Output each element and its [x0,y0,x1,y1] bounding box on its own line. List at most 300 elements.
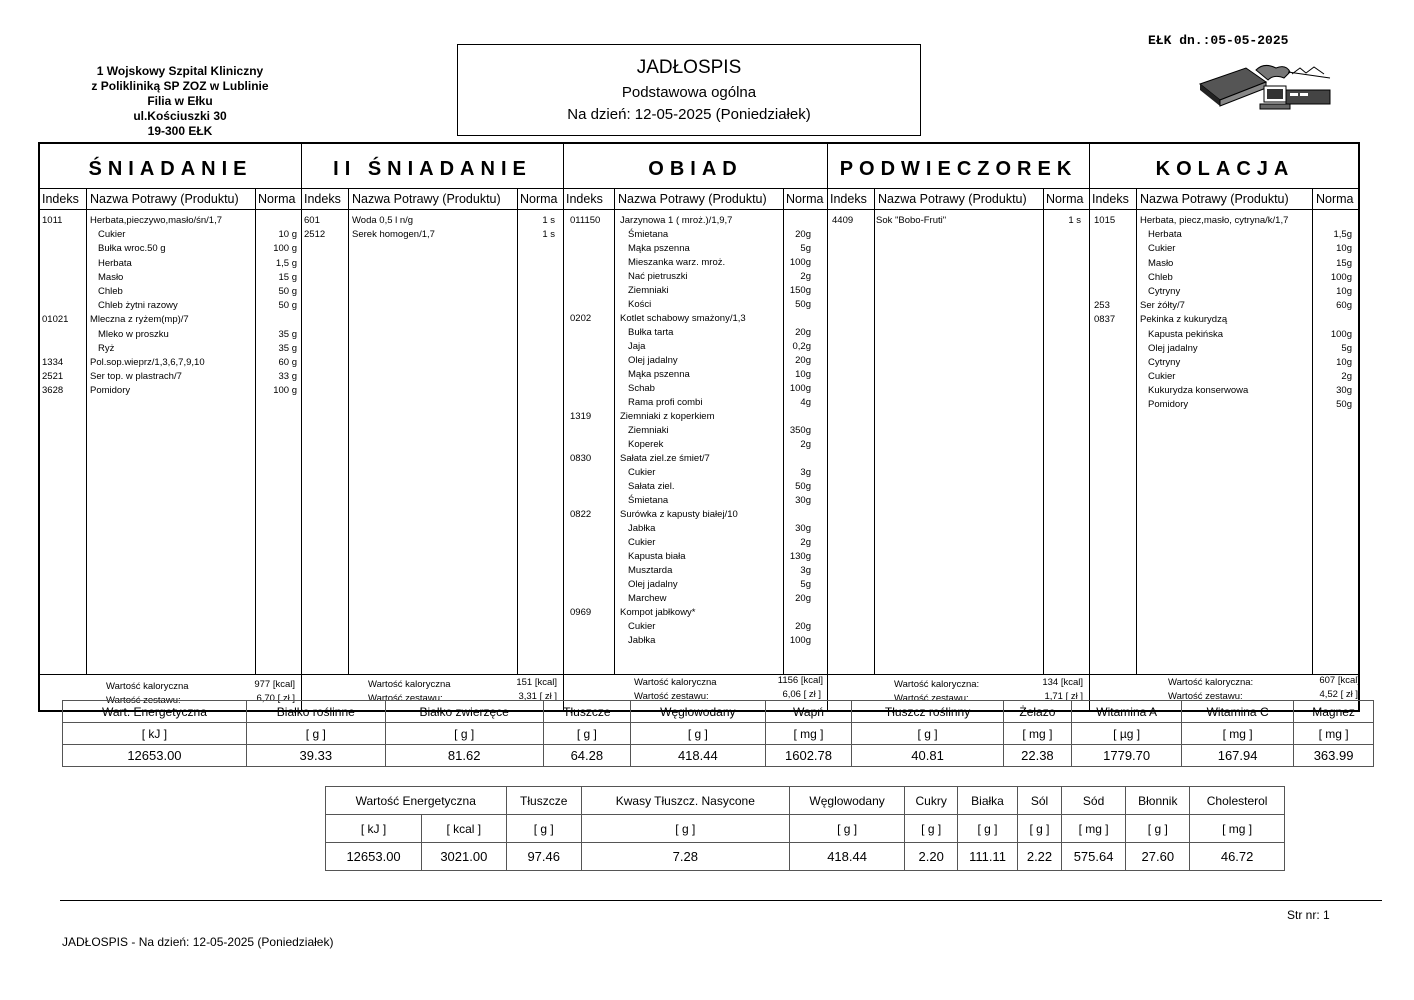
ingredient-name: Olej jadalny [628,355,678,366]
nutrient-unit: [ mg ] [1061,815,1126,843]
header-name: Nazwa Potrawy (Produktu) [878,192,1027,206]
document-title: JADŁOSPIS [636,57,742,78]
menu-row [564,424,827,438]
menu-row [828,214,1089,228]
nutrient-values-row [63,745,1374,767]
menu-row [564,354,827,368]
nutrient-unit: [ g ] [543,723,631,745]
dish-name: Ser żółty/7 [1140,300,1185,312]
nutrient-unit: [ g ] [957,815,1017,843]
menu-row [564,256,827,270]
menu-row [1090,328,1360,342]
header-norm: Norma [258,192,296,206]
menu-row [564,480,827,494]
meal-afternoon-snack [828,144,1090,710]
nutrient-value: 1779.70 [1072,745,1182,767]
menu-row [40,299,301,313]
menu-grid [38,142,1360,712]
menu-row [564,592,827,606]
nutrient-value: 40.81 [852,745,1003,767]
menu-row [40,356,301,370]
header-index: Indeks [566,192,603,206]
row-norm: 20g [795,229,811,240]
nutrient-value: 418.44 [789,843,905,871]
menu-row [564,508,827,522]
row-norm: 100g [789,635,811,646]
header-index: Indeks [304,192,341,206]
ingredient-name: Pomidory [1148,399,1189,411]
books-computer-icon [1196,60,1336,116]
row-norm: 2g [800,537,811,548]
dish-name: Kompot jabłkowy* [620,607,696,618]
nutrient-label: Białko zwierzęce [385,701,543,723]
menu-row [1090,398,1360,412]
dish-name: Woda 0,5 l n/g [352,215,414,226]
row-norm: 50 g [278,300,297,312]
menu-row [564,298,827,312]
nutrient-unit: [ mg ] [1182,723,1294,745]
cost-value: 4,52 [ zł ] [1319,689,1358,700]
menu-row [1090,356,1360,370]
row-index: 601 [304,215,320,226]
ingredient-name: Mąka pszenna [628,243,690,254]
menu-row [40,370,301,384]
dish-name: Pol.sop.wieprz/1,3,6,7,9,10 [90,356,205,368]
row-norm: 2g [1341,371,1352,383]
nutrient-unit: [ g ] [905,815,957,843]
nutrient-value: 575.64 [1061,843,1126,871]
footer-divider [60,900,1382,901]
meal-title: KOLACJA [1155,158,1295,180]
ingredient-name: Schab [628,383,655,394]
menu-row [40,384,301,398]
kcal-label: Wartość kaloryczna [106,681,189,692]
menu-row [1090,285,1360,299]
row-norm: 20g [795,593,811,604]
nutrient-value: 12653.00 [63,745,247,767]
row-norm: 4g [800,397,811,408]
ingredient-name: Cukier [1148,243,1176,255]
column-header [828,188,1089,210]
row-norm: 50 g [278,285,297,297]
nutrient-value: 167.94 [1182,745,1294,767]
row-norm: 60g [1336,300,1352,312]
row-index: 1319 [570,411,592,422]
nutrient-labels-row [326,787,1285,815]
menu-row [564,522,827,536]
nutrient-unit: [ mg ] [1294,723,1374,745]
nutrient-value: 39.33 [246,745,385,767]
hospital-line: 19-300 EŁK [147,124,213,138]
menu-row [40,214,301,228]
ingredient-name: Cukier [1148,371,1176,383]
kcal-value: 134 [kcal] [1042,677,1083,688]
ingredient-name: Jabłka [628,523,656,534]
ingredient-name: Nać pietruszki [628,271,688,282]
ingredient-name: Śmietana [628,495,669,506]
nutrient-unit: [ kJ ] [326,815,422,843]
ingredient-name: Kapusta pekińska [1148,328,1223,340]
row-norm: 20g [795,355,811,366]
dish-name: Sałata ziel.ze śmiet/7 [620,453,710,464]
meal-rows [564,214,827,648]
row-norm: 150g [789,285,811,296]
nutrient-value: 12653.00 [326,843,422,871]
nutrient-unit: [ g ] [506,815,581,843]
dish-name: Kotlet schabowy smażony/1,3 [620,313,746,324]
ingredient-name: Olej jadalny [628,579,678,590]
row-index: 0822 [570,509,592,520]
menu-row [564,410,827,424]
header-norm: Norma [1046,192,1084,206]
issue-date: EŁK dn.:05-05-2025 [1148,33,1289,48]
meal-second-breakfast [302,144,564,710]
row-norm: 350g [789,425,811,436]
row-index: 4409 [832,215,854,226]
cost-label: Wartość zestawu: [368,693,443,704]
row-index: 1334 [42,356,64,368]
header-name: Nazwa Potrawy (Produktu) [90,192,239,206]
meal-rows [40,214,301,398]
menu-row [40,328,301,342]
cost-label: Wartość zestawu: [634,691,709,702]
row-norm: 1 s [542,215,555,226]
row-norm: 10g [1336,285,1352,297]
menu-row [1090,342,1360,356]
nutrient-label: Białka [957,787,1017,815]
row-norm: 2g [800,271,811,282]
nutrient-value: 1602.78 [765,745,852,767]
nutrient-label: Sól [1018,787,1062,815]
column-header [1090,188,1360,210]
row-norm: 30g [795,523,811,534]
nutrient-label: Błonnik [1126,787,1190,815]
row-norm: 100 g [273,385,297,397]
dish-name: Herbata, piecz,masło, cytryna/k/1,7 [1140,215,1289,226]
nutrient-label: Witamina C [1182,701,1294,723]
nutrient-label: Kwasy Tłuszcz. Nasycone [581,787,789,815]
header-norm: Norma [1316,192,1354,206]
hospital-address [70,64,290,139]
row-norm: 100g [1330,328,1352,340]
row-norm: 5g [1341,342,1352,354]
row-norm: 100g [1330,271,1352,283]
menu-row [564,438,827,452]
row-index: 0830 [570,453,592,464]
nutrient-value: 111.11 [957,843,1017,871]
hospital-line: 1 Wojskowy Szpital Kliniczny [96,64,264,78]
dish-name: Ziemniaki z koperkiem [620,411,715,422]
ingredient-name: Marchew [628,593,667,604]
menu-row [564,578,827,592]
menu-row [564,228,827,242]
meal-title: PODWIECZOREK [839,158,1078,180]
ingredient-name: Kukurydza konserwowa [1148,385,1249,397]
footer-text: JADŁOSPIS - Na dzień: 12-05-2025 (Poniedziałek) [62,935,334,949]
ingredient-name: Bułka wroc.50 g [98,243,166,255]
row-index: 1015 [1094,215,1116,226]
dish-name: Ser top. w plastrach/7 [90,371,182,383]
row-norm: 3g [800,565,811,576]
menu-row [564,634,827,648]
menu-row [564,564,827,578]
title-box [457,44,921,136]
menu-row [564,536,827,550]
menu-row [564,550,827,564]
row-norm: 10g [795,369,811,380]
menu-row [564,368,827,382]
dish-name: Mleczna z ryżem(mp)/7 [90,314,189,326]
nutrient-unit: [ mg ] [1190,815,1285,843]
header-norm: Norma [520,192,558,206]
nutrient-value: 22.38 [1003,745,1072,767]
row-index: 011150 [570,215,601,226]
row-norm: 0,2g [792,341,811,352]
ingredient-name: Masło [98,271,124,283]
row-norm: 100g [789,257,811,268]
nutrient-label: Magnez [1294,701,1374,723]
row-norm: 100g [789,383,811,394]
ingredient-name: Masło [1148,257,1174,269]
nutrient-value: 64.28 [543,745,631,767]
ingredient-name: Sałata ziel. [628,481,675,492]
nutrient-label: Cholesterol [1190,787,1285,815]
menu-row [564,606,827,620]
row-norm: 130g [789,551,811,562]
page-number: Str nr: 1 [1287,908,1330,922]
nutrient-value: 81.62 [385,745,543,767]
row-index: 01021 [42,314,69,326]
meal-title: ŚNIADANIE [88,158,253,180]
column-header [40,188,301,210]
dish-name: Sok "Bobo-Fruti" [876,215,947,226]
menu-row [1090,214,1360,228]
row-norm: 15g [1336,257,1352,269]
menu-row [40,271,301,285]
ingredient-name: Cytryny [1148,356,1181,368]
nutrient-label: Tłuszcze [543,701,631,723]
ingredient-name: Cukier [628,537,656,548]
nutrient-label: Żelazo [1003,701,1072,723]
hospital-line: ul.Kościuszki 30 [133,109,227,123]
dish-name: Herbata,pieczywo,masło/śn/1,7 [90,215,223,226]
ingredient-name: Musztarda [628,565,673,576]
nutrient-label: Tłuszcz roślinny [852,701,1003,723]
nutrient-value: 2.20 [905,843,957,871]
row-norm: 5g [800,579,811,590]
menu-row [1090,299,1360,313]
ingredient-name: Kości [628,299,652,310]
ingredient-name: Mieszanka warz. mroż. [628,257,726,268]
row-norm: 20g [795,327,811,338]
meal-breakfast [40,144,302,710]
ingredient-name: Mąka pszenna [628,369,690,380]
ingredient-name: Cukier [98,229,126,241]
ingredient-name: Chleb [98,285,123,297]
ingredient-name: Ryż [98,342,115,354]
nutrient-unit: [ g ] [581,815,789,843]
nutrient-value: 97.46 [506,843,581,871]
menu-row [1090,313,1360,327]
dish-name: Pekinka z kukurydzą [1140,314,1228,326]
hospital-line: z Polikliniką SP ZOZ w Lublinie [91,79,269,93]
header-index: Indeks [42,192,79,206]
header-norm: Norma [786,192,824,206]
menu-row [1090,271,1360,285]
header-name: Nazwa Potrawy (Produktu) [618,192,767,206]
nutrient-unit: [ g ] [1018,815,1062,843]
nutrient-value: 7.28 [581,843,789,871]
menu-row [564,382,827,396]
ingredient-name: Śmietana [628,229,669,240]
nutrient-table-2 [325,786,1285,871]
cost-label: Wartość zestawu: [1168,691,1243,702]
ingredient-name: Kapusta biała [628,551,686,562]
row-index: 0202 [570,313,592,324]
header-index: Indeks [1092,192,1129,206]
meal-dinner [1090,144,1360,710]
menu-row [40,257,301,271]
row-norm: 1 s [1068,215,1081,226]
dish-name: Serek homogen/1,7 [352,229,435,241]
menu-row [564,270,827,284]
ingredient-name: Cukier [628,621,656,632]
nutrient-value: 363.99 [1294,745,1374,767]
menu-row [564,494,827,508]
cost-value: 1,71 [ zł ] [1044,691,1083,702]
nutrient-label: Białko roślinne [246,701,385,723]
row-index: 0969 [570,607,592,618]
nutrient-label: Wart. Energetyczna [63,701,247,723]
row-index: 2521 [42,371,64,383]
cost-label: Wartość zestawu: [106,695,181,706]
menu-row [40,242,301,256]
ingredient-name: Rama profi combi [628,397,703,408]
row-norm: 50g [795,299,811,310]
row-norm: 15 g [278,271,297,283]
menu-row [1090,370,1360,384]
nutrient-labels-row [63,701,1374,723]
kcal-label: Wartość kaloryczna [368,679,451,690]
nutrient-label: Węglowodany [631,701,765,723]
nutrient-unit: [ mg ] [765,723,852,745]
row-index: 0837 [1094,314,1116,326]
nutrient-label: Węglowodany [789,787,905,815]
row-norm: 1,5g [1333,229,1352,241]
nutrient-label: Wartość Energetyczna [326,787,507,815]
menu-row [40,342,301,356]
row-norm: 3g [800,467,811,478]
ingredient-name: Chleb żytni razowy [98,300,178,312]
nutrient-unit: [ mg ] [1003,723,1072,745]
row-index: 1011 [42,215,63,226]
nutrient-unit: [ kJ ] [63,723,247,745]
cost-label: Wartość zestawu: [894,693,969,704]
ingredient-name: Mleko w proszku [98,328,169,340]
ingredient-name: Jabłka [628,635,656,646]
row-index: 2512 [304,229,326,241]
menu-row [1090,242,1360,256]
ingredient-name: Ziemniaki [628,285,669,296]
row-norm: 10 g [278,229,297,241]
ingredient-name: Cukier [628,467,656,478]
nutrient-unit: [ g ] [246,723,385,745]
column-header [564,188,827,210]
row-index: 253 [1094,300,1110,312]
row-norm: 100 g [273,243,297,255]
ingredient-name: Ziemniaki [628,425,669,436]
nutrient-value: 46.72 [1190,843,1285,871]
row-norm: 1,5 g [275,257,297,269]
nutrient-table-1 [62,700,1374,767]
nutrient-label: Wapń [765,701,852,723]
meal-rows [302,214,563,242]
row-norm: 35 g [278,328,297,340]
menu-row [40,313,301,327]
nutrient-value: 3021.00 [422,843,506,871]
nutrient-value: 418.44 [631,745,765,767]
row-norm: 20g [795,621,811,632]
ingredient-name: Koperek [628,439,664,450]
cost-value: 6,06 [ zł ] [782,689,821,700]
nutrient-unit: [ g ] [1126,815,1190,843]
kcal-label: Wartość kaloryczna [634,677,717,688]
nutrient-unit: [ kcal ] [422,815,506,843]
row-norm: 10g [1336,356,1352,368]
ingredient-name: Bułka tarta [628,327,674,338]
ingredient-name: Herbata [1148,229,1182,241]
dish-name: Surówka z kapusty białej/10 [620,509,738,520]
row-index: 3628 [42,385,64,397]
row-norm: 1 s [542,229,555,241]
row-norm: 50g [795,481,811,492]
kcal-value: 151 [kcal] [516,677,557,688]
nutrient-unit: [ g ] [852,723,1003,745]
menu-row [564,214,827,228]
row-norm: 2g [800,439,811,450]
kcal-label: Wartość kaloryczna: [894,679,980,690]
meal-title: OBIAD [648,158,743,180]
nutrient-unit: [ g ] [631,723,765,745]
menu-row [302,214,563,228]
ingredient-name: Jaja [628,341,646,352]
kcal-label: Wartość kaloryczna: [1168,677,1254,688]
meal-lunch [564,144,828,710]
meal-title: II ŚNIADANIE [333,158,532,180]
ingredient-name: Chleb [1148,271,1173,283]
ingredient-name: Herbata [98,257,132,269]
menu-row [564,396,827,410]
nutrient-value: 2.22 [1018,843,1062,871]
menu-row [564,312,827,326]
header-index: Indeks [830,192,867,206]
meal-rows [1090,214,1360,413]
menu-row [564,242,827,256]
ingredient-name: Olej jadalny [1148,342,1198,354]
row-norm: 30g [795,495,811,506]
kcal-value: 1156 [kcal] [777,675,823,686]
menu-row [302,228,563,242]
nutrient-units-row [326,815,1285,843]
nutrient-label: Sód [1061,787,1126,815]
row-norm: 5g [800,243,811,254]
menu-row [564,466,827,480]
row-norm: 33 g [278,371,297,383]
cost-value: 6,70 [ zł ] [256,693,295,704]
menu-row [564,340,827,354]
row-norm: 50g [1336,399,1352,411]
dish-name: Pomidory [90,385,131,397]
